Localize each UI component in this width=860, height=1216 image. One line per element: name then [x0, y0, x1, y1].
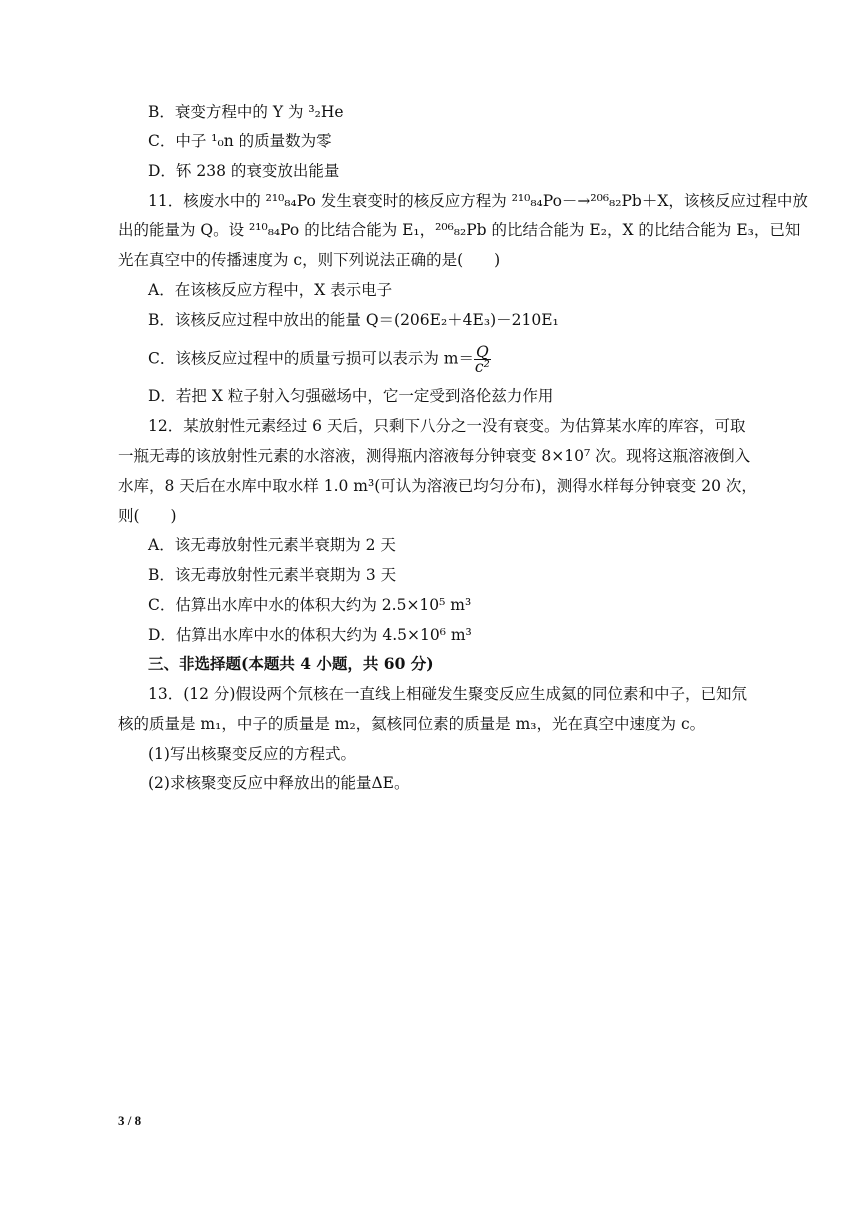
question-13-part-1: (1)写出核聚变反应的方程式。	[148, 745, 356, 763]
option-d-q12: D．估算出水库中水的体积大约为 4.5×10⁶ m³	[148, 626, 472, 644]
option-a-q11: A．在该核反应方程中，X 表示电子	[148, 281, 393, 299]
question-12-stem-line-4: 则( )	[118, 507, 177, 525]
option-a-q12: A．该无毒放射性元素半衰期为 2 天	[148, 536, 396, 554]
question-11-stem-line-2: 出的能量为 Q。设 ²¹⁰₈₄Po 的比结合能为 E₁，²⁰⁶₈₂Pb 的比结合能为 E₂，X 的比结合能为 E₃，已知	[118, 221, 801, 239]
question-12-stem-line-2: 一瓶无毒的该放射性元素的水溶液，测得瓶内溶液每分钟衰变 8×10⁷ 次。现将这瓶溶液倒入	[118, 447, 751, 465]
section-heading: 三、非选择题(本题共 4 小题，共 60 分)	[148, 654, 434, 673]
option-b-q10: B．衰变方程中的 Y 为 ³₂He	[148, 103, 344, 121]
page-number: 3 / 8	[118, 1113, 142, 1128]
question-13-stem-line-1: 13．(12 分)假设两个氘核在一直线上相碰发生聚变反应生成氦的同位素和中子，已知氘	[148, 685, 747, 703]
option-c-q11	[148, 343, 740, 376]
fraction-numerator: Q	[476, 343, 489, 361]
question-11-stem-line-3: 光在真空中的传播速度为 c，则下列说法正确的是( )	[118, 251, 501, 269]
question-12-stem-line-1: 12．某放射性元素经过 6 天后，只剩下八分之一没有衰变。为估算某水库的库容，可取	[148, 417, 746, 435]
option-c-q10: C．中子 ¹₀n 的质量数为零	[148, 132, 332, 150]
option-b-q12: B．该无毒放射性元素半衰期为 3 天	[148, 566, 397, 584]
option-c-q11-text: C．该核反应过程中的质量亏损可以表示为 m＝	[148, 349, 474, 368]
question-13-stem-line-2: 核的质量是 m₁，中子的质量是 m₂，氦核同位素的质量是 m₃，光在真空中速度为 c。	[118, 715, 706, 733]
option-b-q11: B．该核反应过程中放出的能量 Q＝(206E₂＋4E₃)－210E₁	[148, 311, 559, 329]
option-d-q11: D．若把 X 粒子射入匀强磁场中，它一定受到洛伦兹力作用	[148, 387, 554, 405]
question-12-stem-line-3: 水库，8 天后在水库中取水样 1.0 m³(可认为溶液已均匀分布)，测得水样每分钟衰变 20 次，	[118, 477, 757, 495]
mass-defect-fraction	[474, 345, 491, 374]
fraction-denominator: c²	[474, 358, 490, 376]
question-13-part-2: (2)求核聚变反应中释放出的能量ΔE。	[148, 774, 410, 792]
question-11-stem-line-1: 11．核废水中的 ²¹⁰₈₄Po 发生衰变时的核反应方程为 ²¹⁰₈₄Po－→²⁰⁶₈₂Pb＋X，该核反应过程中放	[148, 192, 808, 210]
option-c-q12: C．估算出水库中水的体积大约为 2.5×10⁵ m³	[148, 596, 472, 614]
option-d-q10: D．钚 238 的衰变放出能量	[148, 162, 340, 180]
